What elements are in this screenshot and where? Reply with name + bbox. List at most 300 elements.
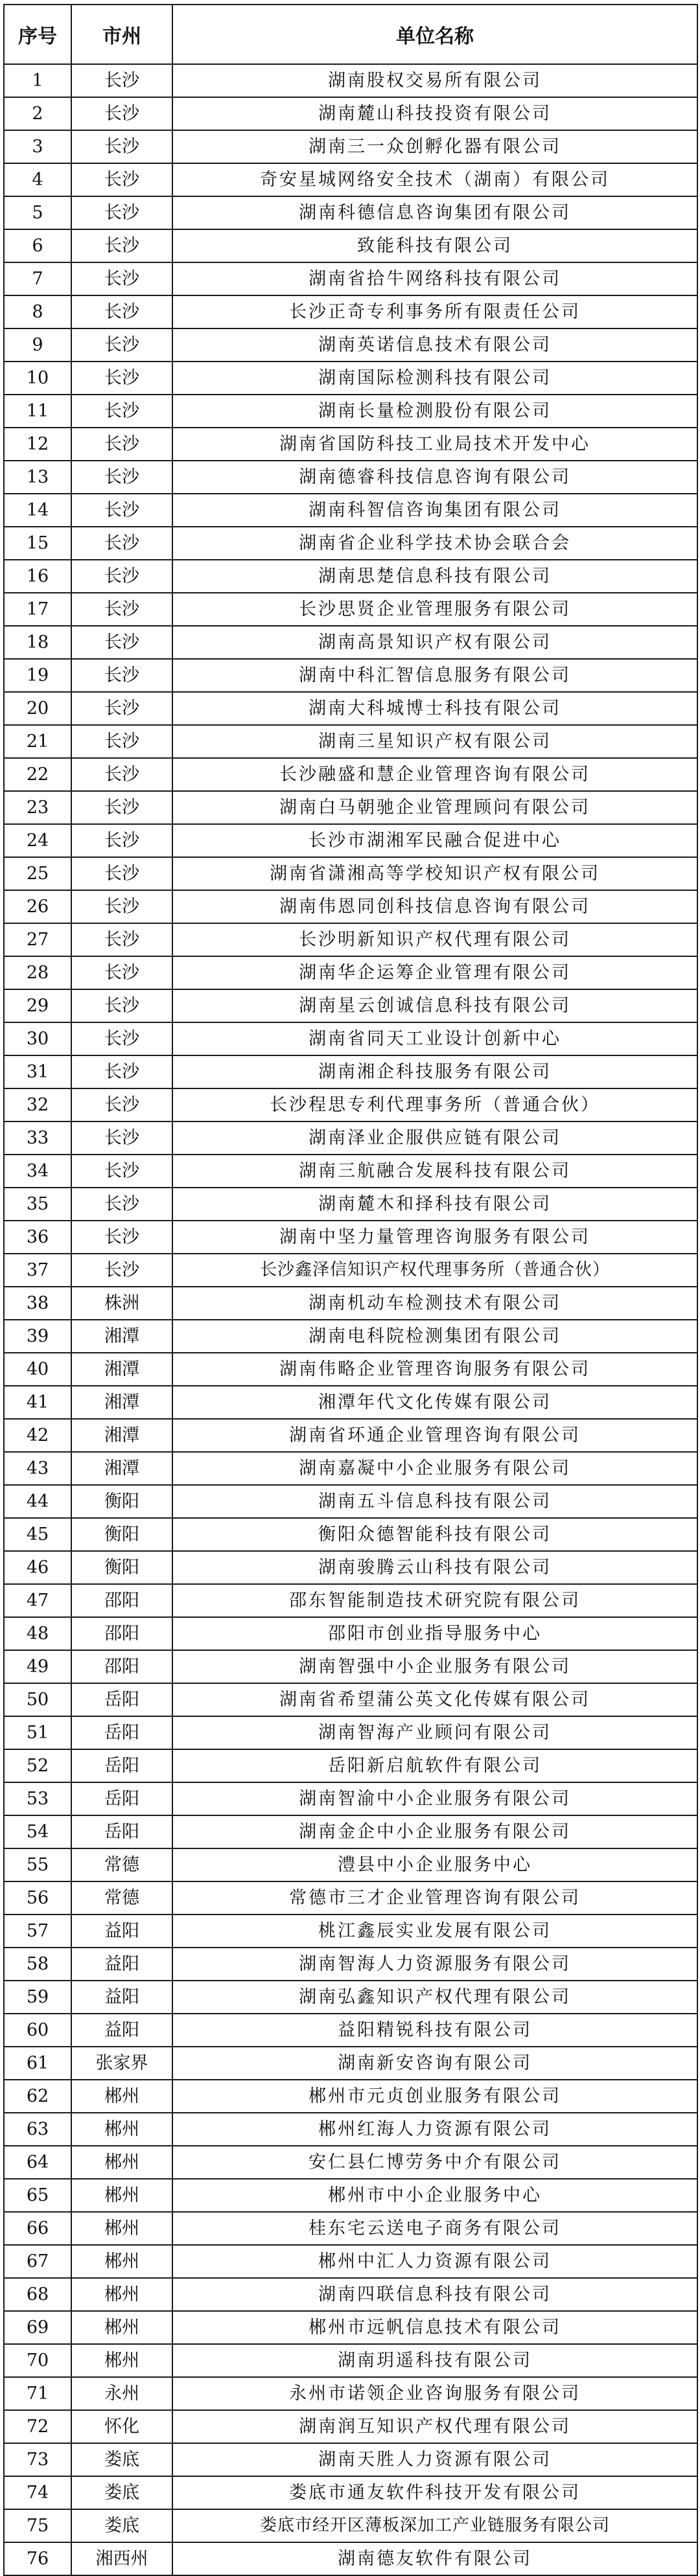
row-index: 69: [4, 2311, 71, 2344]
row-unit-name: 湖南中坚力量管理咨询服务有限公司: [172, 1221, 697, 1254]
row-city: 郴州: [71, 2146, 172, 2179]
row-index: 26: [4, 890, 71, 923]
header-city: 市州: [71, 5, 172, 64]
row-unit-name: 郴州市远帆信息技术有限公司: [172, 2311, 697, 2344]
row-index: 46: [4, 1551, 71, 1584]
row-unit-name: 湖南长量检测股份有限公司: [172, 395, 697, 428]
row-index: 24: [4, 824, 71, 857]
row-city: 长沙: [71, 328, 172, 362]
row-city: 长沙: [71, 163, 172, 196]
row-unit-name: 郴州市元贞创业服务有限公司: [172, 2080, 697, 2113]
row-unit-name: 湖南弘鑫知识产权代理有限公司: [172, 1981, 697, 2014]
row-index: 10: [4, 362, 71, 395]
row-city: 长沙: [71, 1188, 172, 1221]
row-unit-name: 湖南英诺信息技术有限公司: [172, 328, 697, 362]
table-row: [4, 97, 697, 130]
table-row: [4, 593, 697, 626]
table-row: [4, 1386, 697, 1419]
row-unit-name: 湖南国际检测科技有限公司: [172, 362, 697, 395]
table-row: [4, 1022, 697, 1055]
table-row: [4, 1055, 697, 1088]
row-unit-name: 岳阳新启航软件有限公司: [172, 1749, 697, 1782]
row-unit-name: 湖南新安咨询有限公司: [172, 2047, 697, 2080]
row-city: 长沙: [71, 64, 172, 97]
row-unit-name: 长沙正奇专利事务所有限责任公司: [172, 295, 697, 328]
table-row: [4, 956, 697, 989]
row-unit-name: 湖南伟恩同创科技信息咨询有限公司: [172, 890, 697, 923]
row-index: 74: [4, 2476, 71, 2509]
table-row: [4, 1881, 697, 1915]
row-city: 郴州: [71, 2113, 172, 2146]
table-row: [4, 2410, 697, 2443]
row-city: 长沙: [71, 758, 172, 791]
row-index: 14: [4, 494, 71, 527]
table-header: [4, 5, 697, 64]
row-unit-name: 桃江鑫辰实业发展有限公司: [172, 1915, 697, 1948]
row-index: 38: [4, 1287, 71, 1320]
row-unit-name: 湖南华企运筹企业管理有限公司: [172, 956, 697, 989]
row-index: 65: [4, 2179, 71, 2212]
row-unit-name: 湖南省环通企业管理咨询有限公司: [172, 1419, 697, 1452]
table-row: [4, 2014, 697, 2047]
table-row: [4, 1518, 697, 1551]
row-city: 永州: [71, 2377, 172, 2410]
table-row: [4, 692, 697, 725]
row-index: 50: [4, 1683, 71, 1716]
row-unit-name: 湖南四联信息科技有限公司: [172, 2278, 697, 2311]
row-unit-name: 湖南股权交易所有限公司: [172, 64, 697, 97]
row-index: 64: [4, 2146, 71, 2179]
row-unit-name: 湖南省同天工业设计创新中心: [172, 1022, 697, 1055]
row-city: 岳阳: [71, 1683, 172, 1716]
row-index: 72: [4, 2410, 71, 2443]
row-unit-name: 澧县中小企业服务中心: [172, 1848, 697, 1881]
table-row: [4, 1915, 697, 1948]
row-unit-name: 湖南金企中小企业服务有限公司: [172, 1815, 697, 1848]
table-row: [4, 362, 697, 395]
row-unit-name: 邵东智能制造技术研究院有限公司: [172, 1584, 697, 1617]
document-page: [3, 4, 697, 2576]
row-unit-name: 湖南麓山科技投资有限公司: [172, 97, 697, 130]
row-unit-name: 湖南天胜人力资源有限公司: [172, 2443, 697, 2476]
row-index: 70: [4, 2344, 71, 2377]
row-unit-name: 桂东宅云送电子商务有限公司: [172, 2212, 697, 2245]
table-row: [4, 1320, 697, 1353]
row-index: 54: [4, 1815, 71, 1848]
row-unit-name: 湖南麓木和择科技有限公司: [172, 1188, 697, 1221]
row-index: 48: [4, 1617, 71, 1650]
row-unit-name: 郴州红海人力资源有限公司: [172, 2113, 697, 2146]
row-city: 益阳: [71, 1948, 172, 1981]
row-index: 28: [4, 956, 71, 989]
row-city: 衡阳: [71, 1485, 172, 1518]
row-city: 长沙: [71, 989, 172, 1022]
row-city: 长沙: [71, 262, 172, 295]
table-row: [4, 890, 697, 923]
row-city: 衡阳: [71, 1551, 172, 1584]
table-row: [4, 758, 697, 791]
table-row: [4, 2212, 697, 2245]
row-unit-name: 益阳精锐科技有限公司: [172, 2014, 697, 2047]
row-city: 长沙: [71, 97, 172, 130]
table-row: [4, 1551, 697, 1584]
row-unit-name: 永州市诺领企业咨询服务有限公司: [172, 2377, 697, 2410]
table-row: [4, 2113, 697, 2146]
row-city: 岳阳: [71, 1782, 172, 1815]
row-index: 73: [4, 2443, 71, 2476]
row-city: 常德: [71, 1881, 172, 1915]
row-unit-name: 湖南五斗信息科技有限公司: [172, 1485, 697, 1518]
row-index: 43: [4, 1452, 71, 1485]
row-index: 51: [4, 1716, 71, 1749]
row-unit-name: 湖南智强中小企业服务有限公司: [172, 1650, 697, 1683]
row-index: 66: [4, 2212, 71, 2245]
table-row: [4, 163, 697, 196]
table-row: [4, 494, 697, 527]
row-city: 湘潭: [71, 1353, 172, 1386]
row-index: 68: [4, 2278, 71, 2311]
row-index: 32: [4, 1088, 71, 1121]
row-city: 长沙: [71, 824, 172, 857]
row-city: 娄底: [71, 2509, 172, 2542]
table-row: [4, 328, 697, 362]
table-row: [4, 725, 697, 758]
row-city: 娄底: [71, 2476, 172, 2509]
row-city: 长沙: [71, 461, 172, 494]
row-unit-name: 郴州中汇人力资源有限公司: [172, 2245, 697, 2278]
table-row: [4, 196, 697, 229]
row-index: 30: [4, 1022, 71, 1055]
row-city: 张家界: [71, 2047, 172, 2080]
row-index: 5: [4, 196, 71, 229]
row-unit-name: 湖南德友软件有限公司: [172, 2542, 697, 2575]
row-index: 9: [4, 328, 71, 362]
row-city: 益阳: [71, 1915, 172, 1948]
row-unit-name: 湖南省国防科技工业局技术开发中心: [172, 428, 697, 461]
table-row: [4, 1584, 697, 1617]
row-city: 长沙: [71, 130, 172, 163]
row-unit-name: 湖南泽业企服供应链有限公司: [172, 1121, 697, 1155]
table-row: [4, 1353, 697, 1386]
row-index: 7: [4, 262, 71, 295]
row-index: 27: [4, 923, 71, 956]
row-index: 12: [4, 428, 71, 461]
row-city: 郴州: [71, 2245, 172, 2278]
row-index: 39: [4, 1320, 71, 1353]
table-row: [4, 1088, 697, 1121]
table-row: [4, 1121, 697, 1155]
row-index: 3: [4, 130, 71, 163]
table-row: [4, 1716, 697, 1749]
row-city: 长沙: [71, 857, 172, 890]
row-city: 长沙: [71, 1121, 172, 1155]
row-city: 长沙: [71, 626, 172, 659]
row-unit-name: 长沙市湖湘军民融合促进中心: [172, 824, 697, 857]
row-city: 邵阳: [71, 1617, 172, 1650]
row-index: 4: [4, 163, 71, 196]
row-index: 60: [4, 2014, 71, 2047]
row-index: 8: [4, 295, 71, 328]
row-city: 郴州: [71, 2344, 172, 2377]
row-index: 57: [4, 1915, 71, 1948]
row-unit-name: 湖南三星知识产权有限公司: [172, 725, 697, 758]
row-unit-name: 郴州市中小企业服务中心: [172, 2179, 697, 2212]
row-city: 长沙: [71, 1088, 172, 1121]
row-unit-name: 湖南思楚信息科技有限公司: [172, 560, 697, 593]
table-row: [4, 1683, 697, 1716]
row-city: 长沙: [71, 791, 172, 824]
row-city: 湘潭: [71, 1452, 172, 1485]
row-city: 长沙: [71, 560, 172, 593]
table-row: [4, 2245, 697, 2278]
table-row: [4, 1981, 697, 2014]
unit-list-table: [3, 4, 698, 2576]
table-row: [4, 1452, 697, 1485]
row-unit-name: 常德市三才企业管理咨询有限公司: [172, 1881, 697, 1915]
header-index: 序号: [4, 5, 71, 64]
row-city: 郴州: [71, 2080, 172, 2113]
row-unit-name: 湘潭年代文化传媒有限公司: [172, 1386, 697, 1419]
row-index: 22: [4, 758, 71, 791]
row-index: 36: [4, 1221, 71, 1254]
row-unit-name: 邵阳市创业指导服务中心: [172, 1617, 697, 1650]
row-index: 13: [4, 461, 71, 494]
table-row: [4, 2344, 697, 2377]
table-row: [4, 1749, 697, 1782]
table-row: [4, 2146, 697, 2179]
row-city: 长沙: [71, 428, 172, 461]
row-index: 29: [4, 989, 71, 1022]
table-row: [4, 2542, 697, 2575]
table-row: [4, 857, 697, 890]
row-index: 42: [4, 1419, 71, 1452]
row-city: 岳阳: [71, 1716, 172, 1749]
row-index: 35: [4, 1188, 71, 1221]
row-unit-name: 湖南大科城博士科技有限公司: [172, 692, 697, 725]
table-row: [4, 130, 697, 163]
row-city: 湘潭: [71, 1386, 172, 1419]
table-row: [4, 989, 697, 1022]
row-city: 益阳: [71, 1981, 172, 2014]
table-row: [4, 527, 697, 560]
row-city: 长沙: [71, 494, 172, 527]
row-index: 31: [4, 1055, 71, 1088]
row-city: 湘潭: [71, 1419, 172, 1452]
row-index: 75: [4, 2509, 71, 2542]
row-unit-name: 湖南湘企科技服务有限公司: [172, 1055, 697, 1088]
table-row: [4, 1221, 697, 1254]
row-index: 58: [4, 1948, 71, 1981]
row-unit-name: 湖南省希望蒲公英文化传媒有限公司: [172, 1683, 697, 1716]
row-city: 长沙: [71, 692, 172, 725]
row-unit-name: 湖南智海产业顾问有限公司: [172, 1716, 697, 1749]
row-city: 长沙: [71, 1055, 172, 1088]
row-index: 33: [4, 1121, 71, 1155]
row-index: 20: [4, 692, 71, 725]
row-unit-name: 长沙程思专利代理事务所（普通合伙）: [172, 1088, 697, 1121]
row-index: 61: [4, 2047, 71, 2080]
table-row: [4, 1287, 697, 1320]
table-row: [4, 1254, 697, 1287]
row-city: 郴州: [71, 2311, 172, 2344]
row-city: 长沙: [71, 725, 172, 758]
table-row: [4, 1485, 697, 1518]
row-unit-name: 长沙明新知识产权代理有限公司: [172, 923, 697, 956]
row-city: 郴州: [71, 2212, 172, 2245]
row-unit-name: 长沙融盛和慧企业管理咨询有限公司: [172, 758, 697, 791]
row-city: 湘潭: [71, 1320, 172, 1353]
row-unit-name: 安仁县仁博劳务中介有限公司: [172, 2146, 697, 2179]
table-row: [4, 1848, 697, 1881]
row-index: 11: [4, 395, 71, 428]
table-row: [4, 2509, 697, 2542]
row-unit-name: 湖南白马朝驰企业管理顾问有限公司: [172, 791, 697, 824]
table-row: [4, 2080, 697, 2113]
header-unit-name: 单位名称: [172, 5, 697, 64]
row-index: 37: [4, 1254, 71, 1287]
row-unit-name: 湖南德睿科技信息咨询有限公司: [172, 461, 697, 494]
table-row: [4, 64, 697, 97]
row-city: 长沙: [71, 196, 172, 229]
row-index: 19: [4, 659, 71, 692]
row-city: 长沙: [71, 1022, 172, 1055]
row-index: 21: [4, 725, 71, 758]
table-row: [4, 262, 697, 295]
row-unit-name: 湖南润互知识产权代理有限公司: [172, 2410, 697, 2443]
table-row: [4, 2047, 697, 2080]
row-unit-name: 长沙鑫泽信知识产权代理事务所（普通合伙）: [172, 1254, 697, 1287]
table-row: [4, 2377, 697, 2410]
row-unit-name: 衡阳众德智能科技有限公司: [172, 1518, 697, 1551]
row-index: 67: [4, 2245, 71, 2278]
row-index: 59: [4, 1981, 71, 2014]
table-row: [4, 1188, 697, 1221]
row-city: 邵阳: [71, 1650, 172, 1683]
row-unit-name: 湖南科德信息咨询集团有限公司: [172, 196, 697, 229]
table-row: [4, 1155, 697, 1188]
row-city: 长沙: [71, 1221, 172, 1254]
row-unit-name: 湖南星云创诚信息科技有限公司: [172, 989, 697, 1022]
row-unit-name: 湖南省拾牛网络科技有限公司: [172, 262, 697, 295]
row-index: 41: [4, 1386, 71, 1419]
row-city: 郴州: [71, 2278, 172, 2311]
row-unit-name: 湖南电科院检测集团有限公司: [172, 1320, 697, 1353]
table-row: [4, 1948, 697, 1981]
row-city: 长沙: [71, 923, 172, 956]
table-row: [4, 2443, 697, 2476]
row-city: 衡阳: [71, 1518, 172, 1551]
row-city: 岳阳: [71, 1815, 172, 1848]
table-row: [4, 626, 697, 659]
row-index: 55: [4, 1848, 71, 1881]
row-city: 长沙: [71, 890, 172, 923]
table-row: [4, 295, 697, 328]
row-unit-name: 湖南伟略企业管理咨询服务有限公司: [172, 1353, 697, 1386]
table-row: [4, 395, 697, 428]
table-row: [4, 791, 697, 824]
table-row: [4, 659, 697, 692]
row-index: 62: [4, 2080, 71, 2113]
row-index: 15: [4, 527, 71, 560]
row-index: 47: [4, 1584, 71, 1617]
row-city: 长沙: [71, 1254, 172, 1287]
row-unit-name: 湖南省潇湘高等学校知识产权有限公司: [172, 857, 697, 890]
table-row: [4, 2179, 697, 2212]
row-unit-name: 湖南三航融合发展科技有限公司: [172, 1155, 697, 1188]
header-row: [4, 5, 697, 64]
row-city: 长沙: [71, 593, 172, 626]
row-unit-name: 湖南机动车检测技术有限公司: [172, 1287, 697, 1320]
row-index: 52: [4, 1749, 71, 1782]
table-row: [4, 2476, 697, 2509]
row-index: 25: [4, 857, 71, 890]
row-city: 常德: [71, 1848, 172, 1881]
row-city: 湘西州: [71, 2542, 172, 2575]
row-index: 56: [4, 1881, 71, 1915]
row-index: 2: [4, 97, 71, 130]
table-row: [4, 2278, 697, 2311]
table-body: [4, 64, 697, 2575]
row-unit-name: 娄底市通友软件科技开发有限公司: [172, 2476, 697, 2509]
row-city: 郴州: [71, 2179, 172, 2212]
row-city: 长沙: [71, 229, 172, 262]
row-city: 长沙: [71, 659, 172, 692]
row-index: 6: [4, 229, 71, 262]
row-unit-name: 湖南智渝中小企业服务有限公司: [172, 1782, 697, 1815]
row-unit-name: 湖南智海人力资源服务有限公司: [172, 1948, 697, 1981]
row-unit-name: 湖南嘉凝中小企业服务有限公司: [172, 1452, 697, 1485]
table-row: [4, 560, 697, 593]
row-index: 34: [4, 1155, 71, 1188]
row-index: 49: [4, 1650, 71, 1683]
row-city: 邵阳: [71, 1584, 172, 1617]
row-index: 18: [4, 626, 71, 659]
table-row: [4, 229, 697, 262]
row-city: 长沙: [71, 295, 172, 328]
row-index: 16: [4, 560, 71, 593]
table-row: [4, 1419, 697, 1452]
row-index: 1: [4, 64, 71, 97]
row-index: 44: [4, 1485, 71, 1518]
table-row: [4, 923, 697, 956]
row-unit-name: 致能科技有限公司: [172, 229, 697, 262]
table-row: [4, 1815, 697, 1848]
row-city: 长沙: [71, 362, 172, 395]
row-city: 怀化: [71, 2410, 172, 2443]
row-index: 76: [4, 2542, 71, 2575]
row-unit-name: 长沙思贤企业管理服务有限公司: [172, 593, 697, 626]
row-unit-name: 湖南三一众创孵化器有限公司: [172, 130, 697, 163]
row-index: 17: [4, 593, 71, 626]
row-index: 40: [4, 1353, 71, 1386]
row-unit-name: 湖南骏腾云山科技有限公司: [172, 1551, 697, 1584]
row-city: 长沙: [71, 1155, 172, 1188]
row-city: 长沙: [71, 956, 172, 989]
row-index: 63: [4, 2113, 71, 2146]
row-unit-name: 湖南中科汇智信息服务有限公司: [172, 659, 697, 692]
row-city: 长沙: [71, 395, 172, 428]
row-unit-name: 湖南玥遥科技有限公司: [172, 2344, 697, 2377]
table-row: [4, 428, 697, 461]
table-row: [4, 824, 697, 857]
row-unit-name: 湖南科智信咨询集团有限公司: [172, 494, 697, 527]
row-unit-name: 湖南高景知识产权有限公司: [172, 626, 697, 659]
row-index: 71: [4, 2377, 71, 2410]
row-unit-name: 湖南省企业科学技术协会联合会: [172, 527, 697, 560]
row-city: 娄底: [71, 2443, 172, 2476]
row-unit-name: 娄底市经开区薄板深加工产业链服务有限公司: [172, 2509, 697, 2542]
table-row: [4, 1617, 697, 1650]
